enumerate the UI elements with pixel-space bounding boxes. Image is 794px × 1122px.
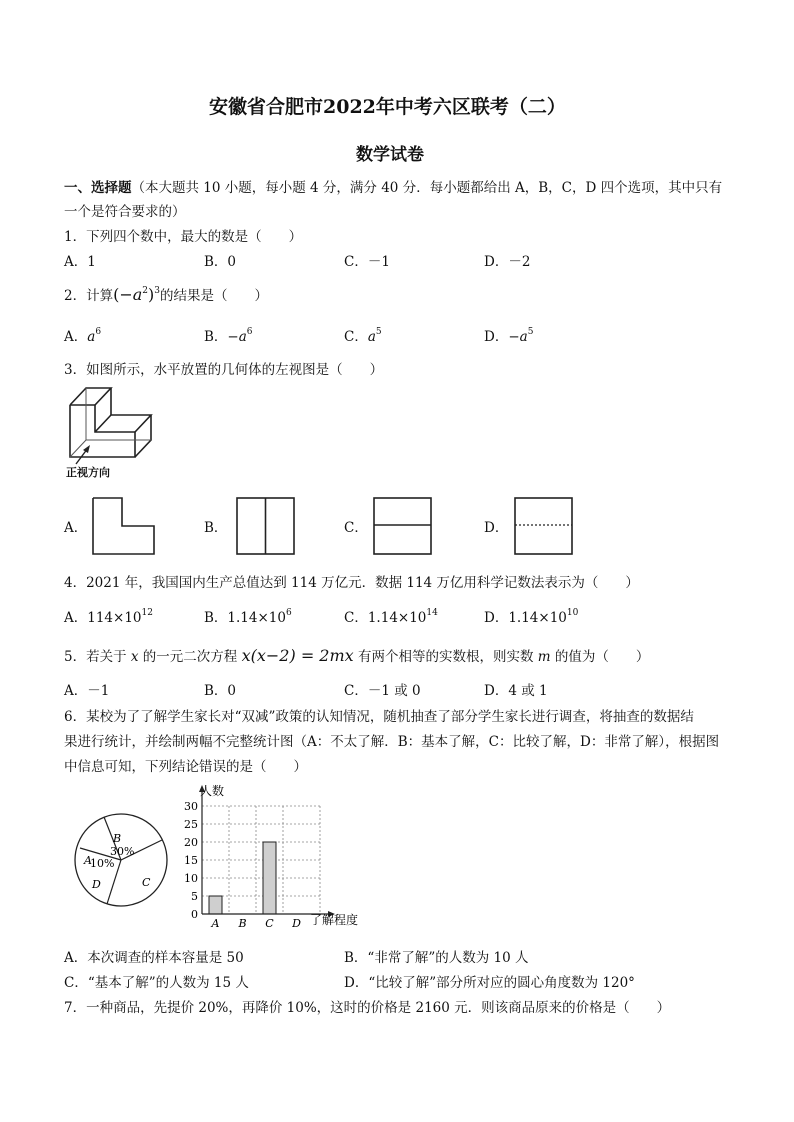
x-tick-A: A [211, 917, 220, 930]
q3-option-c-label[interactable]: C． [344, 520, 368, 536]
page-title: 安徽省合肥市2022年中考六区联考（二） [209, 96, 566, 118]
pie-label-b: B [113, 832, 122, 845]
q2-option-d[interactable]: D．$-a^5$ [484, 327, 534, 345]
question-7: 7．一种商品，先提价 20%，再降价 10%，这时的价格是 2160 元．则该商品原来的价格是（ ） [64, 1000, 671, 1016]
q3-option-d-label[interactable]: D． [484, 520, 509, 536]
y-axis-label: 人数 [200, 784, 225, 798]
question-3: 3．如图所示，水平放置的几何体的左视图是（ ） [64, 362, 384, 378]
pie-percent-b: 30% [110, 845, 135, 858]
page-subtitle: 数学试卷 [356, 145, 424, 165]
section-intro [64, 176, 722, 196]
pie-label-c: C [142, 876, 151, 889]
section-description-cont: 一个是符合要求的） [64, 204, 186, 220]
section-description: （本大题共 10 小题，每小题 4 分，满分 40 分．每小题都给出 A，B，C，D 四个选项，其中只有 [131, 180, 723, 196]
y-tick-20: 20 [184, 836, 198, 849]
x-tick-B: B [238, 917, 247, 930]
q5-option-d[interactable]: D．4 或 1 [484, 683, 548, 699]
q3-option-a-shape[interactable] [92, 497, 156, 555]
q1-option-a[interactable]: A．1 [64, 254, 96, 270]
q2-option-c[interactable]: C．$a^5$ [344, 327, 382, 345]
q3-option-b-label[interactable]: B． [204, 520, 228, 536]
q6-option-a[interactable]: A．本次调查的样本容量是 50 [64, 950, 244, 966]
q4-option-c[interactable]: C．$1.14\times 10^{14}$ [344, 608, 438, 626]
question-6-cont-1: 果进行统计，并绘制两幅不完整统计图（A：不太了解．B：基本了解，C：比较了解，D：非常了解），根据图 [64, 734, 720, 750]
q3-option-d-shape[interactable] [514, 497, 574, 555]
pie-label-a: A [84, 854, 92, 867]
view-direction-arrow [70, 444, 100, 466]
section-heading: 一、选择题 [64, 180, 132, 196]
q2-option-a[interactable]: A．$a^6$ [64, 327, 102, 345]
q4-option-b[interactable]: B．$1.14\times 10^6$ [204, 608, 292, 626]
y-tick-30: 30 [184, 800, 198, 813]
bar-C [263, 842, 276, 914]
q1-option-c[interactable]: C．－1 [344, 254, 390, 270]
q6-option-b[interactable]: B．“非常了解”的人数为 10 人 [344, 950, 529, 966]
q5-option-c[interactable]: C．－1 或 0 [344, 683, 421, 699]
q4-option-d[interactable]: D．$1.14\times 10^{10}$ [484, 608, 579, 626]
pie-percent-a: 10% [90, 857, 115, 870]
q2-prefix: 2．计算 [64, 288, 114, 304]
q6-option-d[interactable]: D．“比较了解”部分所对应的圆心角度数为 120° [344, 975, 635, 991]
q3-option-c-shape[interactable] [373, 497, 433, 555]
pie-chart [72, 810, 172, 910]
y-tick-0: 0 [191, 908, 198, 921]
y-tick-15: 15 [184, 854, 198, 867]
bar-A [209, 896, 222, 914]
q5-equation: x(x−2) = 2mx [241, 646, 354, 665]
q1-option-b[interactable]: B．0 [204, 254, 237, 270]
x-tick-D: D [292, 917, 301, 930]
question-2 [64, 284, 268, 304]
y-tick-25: 25 [184, 818, 198, 831]
q5-option-a[interactable]: A．－1 [64, 683, 110, 699]
q3-option-a-label[interactable]: A． [64, 520, 88, 536]
y-tick-10: 10 [184, 872, 198, 885]
question-5: 5．若关于 x 的一元二次方程 x(x−2) = 2mx 有两个相等的实数根，则实数 m 的值为（ ） [64, 646, 650, 665]
y-tick-5: 5 [191, 890, 198, 903]
q4-option-a[interactable]: A．$114\times 10^{12}$ [64, 608, 153, 626]
pie-label-d: D [92, 878, 101, 891]
view-direction-label: 正视方向 [66, 466, 110, 479]
q6-option-c[interactable]: C．“基本了解”的人数为 15 人 [64, 975, 249, 991]
q3-option-b-shape[interactable] [236, 497, 296, 555]
x-tick-C: C [265, 917, 274, 930]
question-6-cont-2: 中信息可知，下列结论错误的是（ ） [64, 759, 307, 775]
q2-option-b[interactable]: B．$-a^6$ [204, 327, 253, 345]
question-4: 4．2021 年，我国国内生产总值达到 114 万亿元．数据 114 万亿用科学记数法表示为（ ） [64, 575, 639, 591]
q5-option-b[interactable]: B．0 [204, 683, 237, 699]
question-6: 6．某校为了了解学生家长对“双减”政策的认知情况，随机抽查了部分学生家长进行调查，将抽查的数据结 [64, 709, 694, 725]
q2-expression: $(-a^2)^3$ [113, 285, 161, 304]
x-axis-label: 了解程度 [310, 913, 359, 927]
question-1: 1．下列四个数中，最大的数是（ ） [64, 229, 303, 245]
q2-suffix: 的结果是（ ） [160, 288, 269, 304]
bar-chart [180, 782, 370, 930]
q1-option-d[interactable]: D．－2 [484, 254, 531, 270]
